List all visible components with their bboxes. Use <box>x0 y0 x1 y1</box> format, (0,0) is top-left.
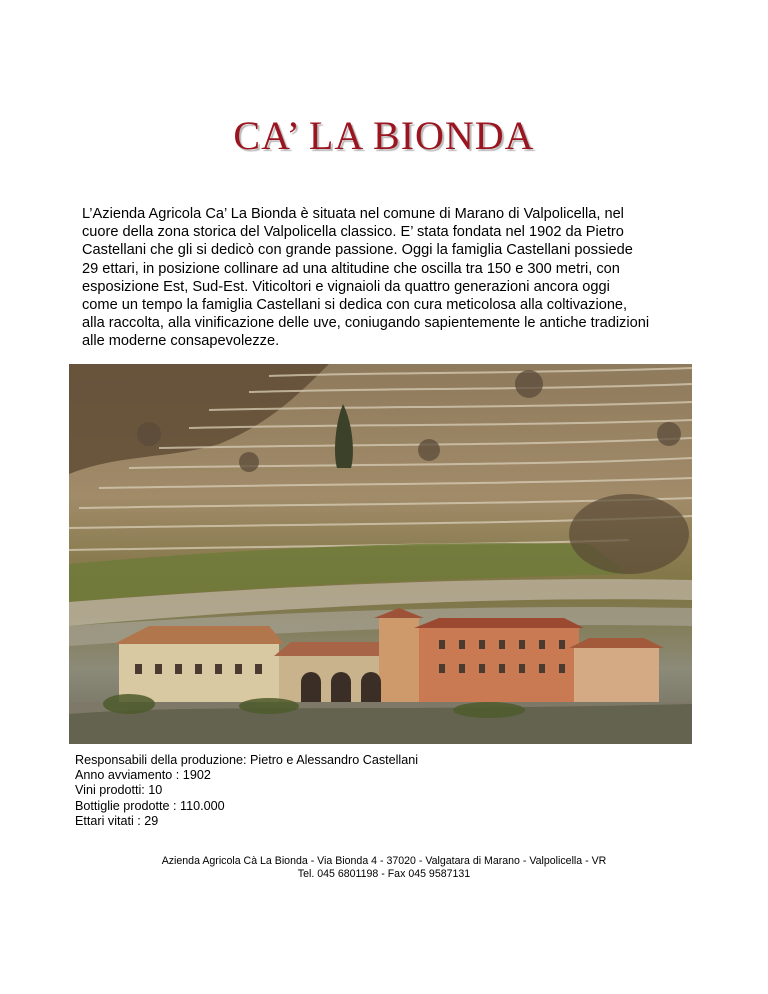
footer-address <box>0 855 768 881</box>
intro-line: alla raccolta, alla vinificazione delle uve, coniugando sapientemente le antiche tradizioni <box>82 315 650 332</box>
page-title: CA’ LA BIONDA <box>233 113 535 158</box>
intro-line: L’Azienda Agricola Ca’ La Bionda è situata nel comune di Marano di Valpolicella, nel <box>82 206 624 222</box>
intro-line: 29 ettari, in posizione collinare ad una altitudine che oscilla tra 150 e 300 metri, con <box>82 260 620 277</box>
intro-line: Castellani che gli si dedicò con grande passione. Oggi la famiglia Castellani possiede <box>82 242 633 259</box>
intro-line: alle moderne consapevolezze. <box>82 333 280 350</box>
fact-line: Ettari vitati : 29 <box>75 813 159 828</box>
intro-line: come un tempo la famiglia Castellani si dedica con cura meticolosa alla coltivazione, <box>82 297 628 314</box>
intro-line: cuore della zona storica del Valpolicella classico. E’ stata fondata nel 1902 da Pietro <box>82 224 624 241</box>
production-facts <box>75 753 418 829</box>
intro-paragraph <box>82 205 694 351</box>
estate-photo <box>69 364 692 744</box>
footer-line-address: Azienda Agricola Cà La Bionda - Via Bionda 4 - 37020 - Valgatara di Marano - Valpolicella - VR <box>161 855 607 867</box>
fact-line: Bottiglie prodotte : 110.000 <box>75 798 225 813</box>
fact-line: Anno avviamento : 1902 <box>75 768 211 783</box>
intro-line: esposizione Est, Sud-Est. Viticoltori e vignaioli da quattro generazioni ancora oggi <box>82 278 610 295</box>
footer-line-contacts: Tel. 045 6801198 - Fax 045 9587131 <box>297 868 471 880</box>
fact-line: Responsabili della produzione: Pietro e Alessandro Castellani <box>75 753 419 767</box>
fact-line: Vini prodotti: 10 <box>75 783 163 798</box>
